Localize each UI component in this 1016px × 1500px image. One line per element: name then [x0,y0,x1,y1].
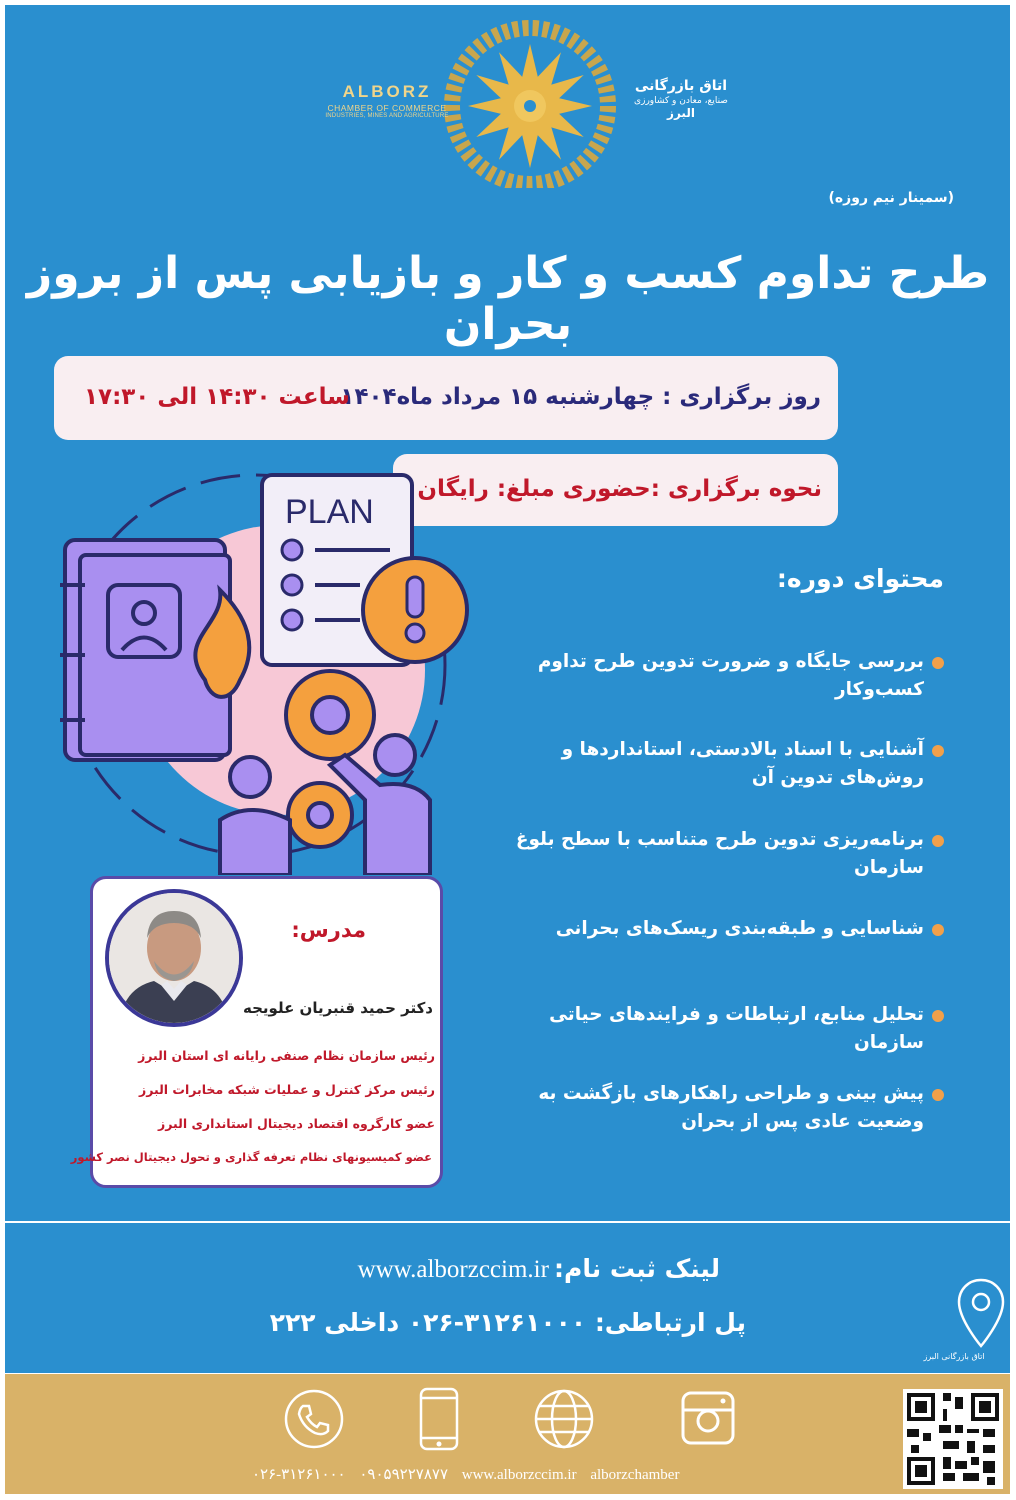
course-topic [504,915,924,943]
course-topic-text: شناسایی و طبقه‌بندی ریسک‌های بحرانی [555,918,924,939]
instructor-photo-icon [109,893,239,1023]
course-topic-text: برنامه‌ریزی تدوین طرح متناسب با سطح بلوغ سازمان [515,829,924,878]
course-heading: محتوای دوره: [776,564,944,593]
instructor-label: مدرس: [291,918,366,942]
page-title: طرح تداوم کسب و کار و بازیابی پس از بروز بحران [26,248,990,350]
registration-link[interactable]: www.alborzccim.ir [357,1256,549,1283]
plan-label: PLAN [285,493,374,531]
location-label: اتاق بازرگانی البرز [923,1352,985,1361]
chamber-emblem-icon [440,18,620,188]
footer-instagram[interactable]: alborzchamber [590,1467,680,1483]
footer-contacts [252,1465,689,1484]
instagram-icon[interactable] [680,1390,736,1446]
course-topic [504,736,924,792]
event-mode: نحوه برگزاری :حضوری مبلغ: رایگان [417,476,822,502]
globe-icon[interactable] [533,1388,595,1450]
bullet-icon [932,1089,944,1101]
qr-code [903,1389,1003,1489]
bullet-icon [932,1010,944,1022]
instructor-name: دکتر حمید قنبریان علویجه [243,999,433,1017]
course-topic [504,1001,924,1057]
course-topic-text: بررسی جایگاه و ضرورت تدوین طرح تداوم کسب‌وکار [537,651,924,700]
location-pin-icon [955,1276,1007,1352]
avatar [105,889,243,1027]
course-topic [504,826,924,882]
course-topic-text: تحلیل منابع، ارتباطات و فرایندهای حیاتی سازمان [549,1004,924,1053]
bullet-icon [932,924,944,936]
course-topic-text: پیش بینی و طراحی راهکارهای بازگشت به وضعیت عادی پس از بحران [538,1083,924,1132]
bullet-icon [932,657,944,669]
alert-icon [363,558,467,662]
instructor-role: عضو کمیسیونهای نظام تعرفه گذاری و تحول دیجیتال نصر کشور [70,1150,432,1164]
event-time: ساعت ۱۴:۳۰ الی ۱۷:۳۰ [84,384,350,410]
instructor-role: رئیس مرکز کنترل و عملیات شبکه مخابرات البرز [139,1082,435,1097]
logo-fa-line2: صنایع، معادن و کشاورزی [634,96,728,106]
bullet-icon [932,835,944,847]
course-topic [504,1080,924,1136]
registration-label: لینک ثبت نام: [554,1254,720,1283]
logo-en-line1: CHAMBER OF COMMERCE [327,103,447,113]
contact-panel [5,1223,1010,1373]
logo-english [322,82,452,119]
contact-phone: پل ارتباطی: ۳۱۲۶۱۰۰۰-۰۲۶ داخلی ۲۲۲ [269,1308,746,1337]
logo-fa-line1: اتاق بازرگانی [634,78,728,94]
course-topic-text: آشنایی با اسناد بالادستی، استانداردها و روش‌های تدوین آن [561,739,924,788]
instructor-role: عضو کارگروه اقتصاد دیجیتال استانداری البرز [158,1116,435,1131]
seminar-type: (سمینار نیم روزه) [828,190,954,206]
business-plan-illustration [30,455,500,875]
footer-website[interactable]: www.alborzccim.ir [461,1467,577,1483]
logo-en-line2: INDUSTRIES, MINES AND AGRICULTURE [325,113,449,119]
instructor-role: رئیس سازمان نظام صنفی رایانه ای استان البرز [138,1048,435,1063]
course-topic [504,648,924,704]
footer-mobile[interactable]: ۰۹۰۵۹۲۲۷۸۷۷ [359,1467,448,1483]
logo-fa-line3: البرز [667,106,695,120]
qr-code-icon [903,1389,1003,1489]
logo-persian [616,78,746,120]
footer-phone[interactable]: ۰۲۶-۳۱۲۶۱۰۰۰ [252,1467,346,1483]
mobile-icon[interactable] [418,1386,460,1452]
logo-en-name: ALBORZ [342,82,432,101]
registration-line [358,1254,720,1284]
phone-icon[interactable] [283,1388,345,1450]
bullet-icon [932,745,944,757]
event-date: روز برگزاری : چهارشنبه ۱۵ مرداد ماه۱۴۰۴ [340,384,821,410]
